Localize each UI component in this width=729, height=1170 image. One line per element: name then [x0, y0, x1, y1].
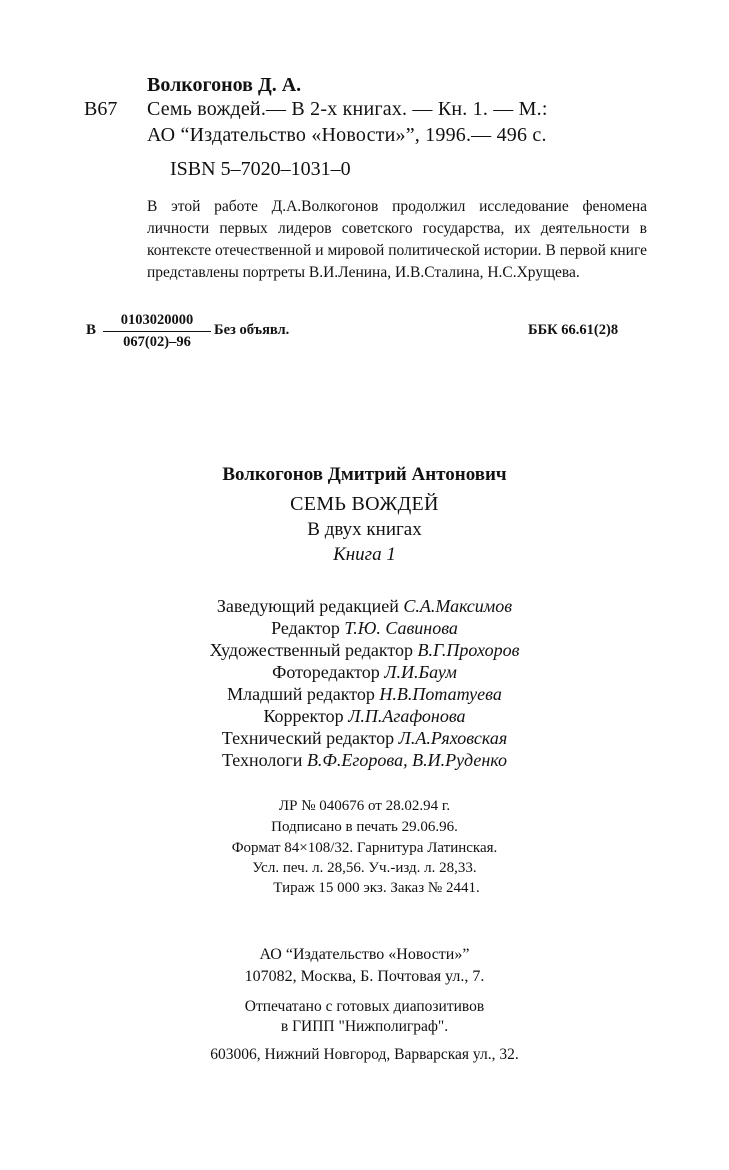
credit-role: Технический редактор [221, 728, 395, 748]
printer-line: Отпечатано с готовых диапозитивов [244, 998, 485, 1015]
imprint-line: Подписано в печать 29.06.96. [271, 819, 458, 835]
imprint-line: Усл. печ. л. 28,56. Уч.-изд. л. 28,33. [252, 860, 477, 876]
credit-role: Редактор [271, 618, 340, 638]
full-author: Волкогонов Дмитрий Антонович [222, 464, 507, 485]
publisher-address: 107082, Москва, Б. Почтовая ул., 7. [244, 968, 485, 985]
credit-name: Л.А.Ряховская [398, 728, 508, 748]
credit-line [0, 706, 729, 727]
credit-line [0, 728, 729, 749]
book-subtitle: В двух книгах [307, 519, 422, 540]
credit-role: Корректор [263, 706, 344, 726]
credit-line [0, 618, 729, 639]
bib-line-1: Семь вождей.— В 2-х книгах. — Кн. 1. — М.: [147, 98, 548, 120]
credit-name: С.А.Максимов [403, 596, 513, 616]
credit-role: Младший редактор [227, 684, 375, 704]
imprint-line: Формат 84×108/32. Гарнитура Латинская. [231, 840, 498, 856]
credit-role: Художественный редактор [209, 640, 414, 660]
index-note: Без объявл. [214, 322, 290, 338]
index-denominator: 067(02)–96 [123, 334, 191, 350]
isbn: ISBN 5–7020–1031–0 [170, 158, 351, 180]
credit-line [0, 596, 729, 617]
credit-name: Л.И.Баум [384, 662, 457, 682]
credit-name: В.Г.Прохоров [417, 640, 520, 660]
printer-address: 603006, Нижний Новгород, Варварская ул., 32. [210, 1046, 519, 1063]
credit-name: Т.Ю. Савинова [344, 618, 458, 638]
credit-name: Н.В.Потатуева [379, 684, 502, 704]
bib-line-2: АО “Издательство «Новости»”, 1996.— 496 с. [147, 124, 547, 146]
printer-line: в ГИПП "Нижполиграф". [280, 1018, 449, 1035]
book-volume: Книга 1 [333, 544, 396, 565]
index-letter: В [86, 322, 97, 338]
credit-line [0, 662, 729, 683]
bbk-code: ББК 66.61(2)8 [528, 322, 619, 338]
bib-author: Волкогонов Д. А. [147, 74, 302, 96]
credit-role: Технологи [221, 750, 303, 770]
fraction-line [103, 331, 211, 332]
credit-name: Л.П.Агафонова [348, 706, 466, 726]
publisher-name: АО “Издательство «Новости»” [259, 946, 470, 963]
credit-line [0, 684, 729, 705]
credit-line [0, 750, 729, 771]
index-fraction [103, 312, 211, 351]
imprint-line: Тираж 15 000 экз. Заказ № 2441. [273, 880, 480, 896]
credit-line [0, 640, 729, 661]
book-title: СЕМЬ ВОЖДЕЙ [290, 493, 439, 515]
library-code: В67 [84, 98, 118, 120]
imprint-line: ЛР № 040676 от 28.02.94 г. [278, 798, 451, 814]
abstract: В этой работе Д.А.Волкогонов продолжил исследование феномена личности первых лидеров советского государства, их деятельности в контексте отечественной и мировой политической истории. В первой книге представлены портреты В.И.Ленина, И.В.Сталина, Н.С.Хрущева. [147, 198, 647, 281]
index-numerator: 0103020000 [120, 312, 194, 328]
credit-role: Фоторедактор [272, 662, 380, 682]
credit-name: В.Ф.Егорова, В.И.Руденко [306, 750, 508, 770]
credit-role: Заведующий редакцией [216, 596, 399, 616]
